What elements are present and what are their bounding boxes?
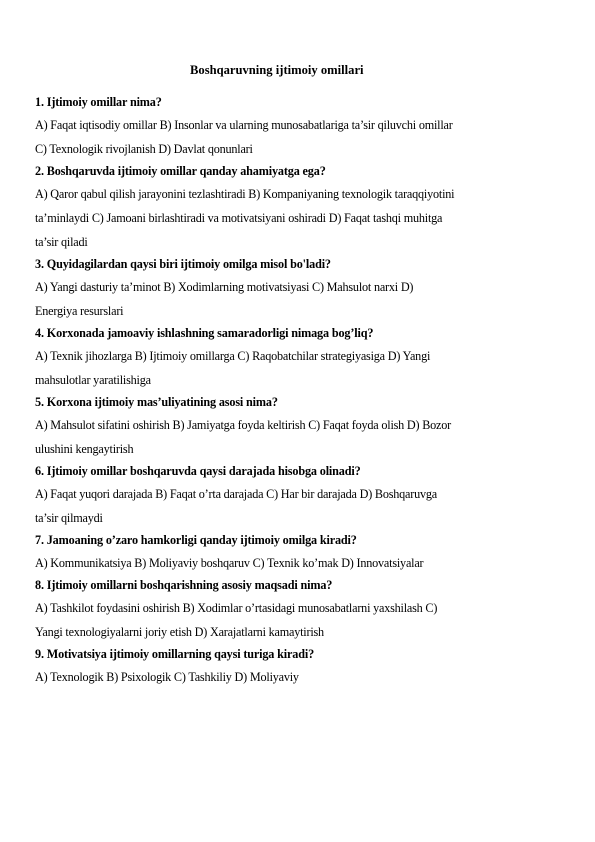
answer-line: A) Kommunikatsiya B) Moliyaviy boshqaruv C) Texnik ko’mak D) Innovatsiyalar bbox=[35, 556, 424, 570]
question-block bbox=[35, 461, 543, 530]
question-heading: 2. Boshqaruvda ijtimoiy omillar qanday ahamiyatga ega? bbox=[35, 164, 326, 178]
answer-line: A) Faqat yuqori darajada B) Faqat o’rta darajada C) Har bir darajada D) Boshqaruvga bbox=[35, 487, 438, 501]
question-block bbox=[35, 392, 543, 461]
question-block bbox=[35, 644, 543, 689]
question-heading: 6. Ijtimoiy omillar boshqaruvda qaysi darajada hisobga olinadi? bbox=[35, 464, 361, 478]
answer-line: Yangi texnologiyalarni joriy etish D) Xarajatlarni kamaytirish bbox=[35, 625, 324, 639]
question-heading: 5. Korxona ijtimoiy mas’uliyatining asosi nima? bbox=[35, 395, 278, 409]
question-heading: 4. Korxonada jamoaviy ishlashning samaradorligi nimaga bog’liq? bbox=[35, 326, 374, 340]
question-block bbox=[35, 575, 543, 644]
answer-line: C) Texnologik rivojlanish D) Davlat qonunlari bbox=[35, 142, 253, 156]
answer-options bbox=[35, 413, 543, 461]
answer-options bbox=[35, 665, 543, 689]
answer-line: Energiya resurslari bbox=[35, 304, 124, 318]
answer-line: mahsulotlar yaratilishiga bbox=[35, 373, 151, 387]
question-heading: 7. Jamoaning o’zaro hamkorligi qanday ijtimoiy omilga kiradi? bbox=[35, 533, 357, 547]
answer-line: ulushini kengaytirish bbox=[35, 442, 134, 456]
document-title: Boshqaruvning ijtimoiy omillari bbox=[190, 63, 364, 77]
question-block bbox=[35, 530, 543, 575]
answer-line: ta’minlaydi C) Jamoani birlashtiradi va motivatsiyani oshiradi D) Faqat tashqi muhitga bbox=[35, 211, 443, 225]
answer-options bbox=[35, 344, 543, 392]
answer-line: A) Qaror qabul qilish jarayonini tezlashtiradi B) Kompaniyaning texnologik taraqqiyotini bbox=[35, 187, 455, 201]
question-list bbox=[35, 92, 543, 689]
answer-options bbox=[35, 275, 543, 323]
answer-options bbox=[35, 182, 543, 254]
answer-line: A) Mahsulot sifatini oshirish B) Jamiyatga foyda keltirish C) Faqat foyda olish D) Bozor bbox=[35, 418, 452, 432]
question-block bbox=[35, 161, 543, 254]
answer-line: A) Faqat iqtisodiy omillar B) Insonlar va ularning munosabatlariga ta’sir qiluvchi omillar bbox=[35, 118, 453, 132]
answer-options bbox=[35, 596, 543, 644]
answer-line: A) Yangi dasturiy ta’minot B) Xodimlarning motivatsiyasi C) Mahsulot narxi D) bbox=[35, 280, 414, 294]
answer-options bbox=[35, 482, 543, 530]
question-block bbox=[35, 254, 543, 323]
answer-line: A) Tashkilot foydasini oshirish B) Xodimlar o’rtasidagi munosabatlarni yaxshilash C) bbox=[35, 601, 438, 615]
question-heading: 3. Quyidagilardan qaysi biri ijtimoiy omilga misol bo'ladi? bbox=[35, 257, 331, 271]
question-heading: 1. Ijtimoiy omillar nima? bbox=[35, 95, 162, 109]
answer-line: ta’sir qiladi bbox=[35, 235, 88, 249]
question-block bbox=[35, 92, 543, 161]
answer-line: A) Texnologik B) Psixologik C) Tashkiliy D) Moliyaviy bbox=[35, 670, 299, 684]
answer-line: A) Texnik jihozlarga B) Ijtimoiy omillarga C) Raqobatchilar strategiyasiga D) Yangi bbox=[35, 349, 431, 363]
question-heading: 9. Motivatsiya ijtimoiy omillarning qaysi turiga kiradi? bbox=[35, 647, 315, 661]
question-heading: 8. Ijtimoiy omillarni boshqarishning asosiy maqsadi nima? bbox=[35, 578, 333, 592]
question-block bbox=[35, 323, 543, 392]
answer-options bbox=[35, 551, 543, 575]
answer-line: ta’sir qilmaydi bbox=[35, 511, 103, 525]
answer-options bbox=[35, 113, 543, 161]
